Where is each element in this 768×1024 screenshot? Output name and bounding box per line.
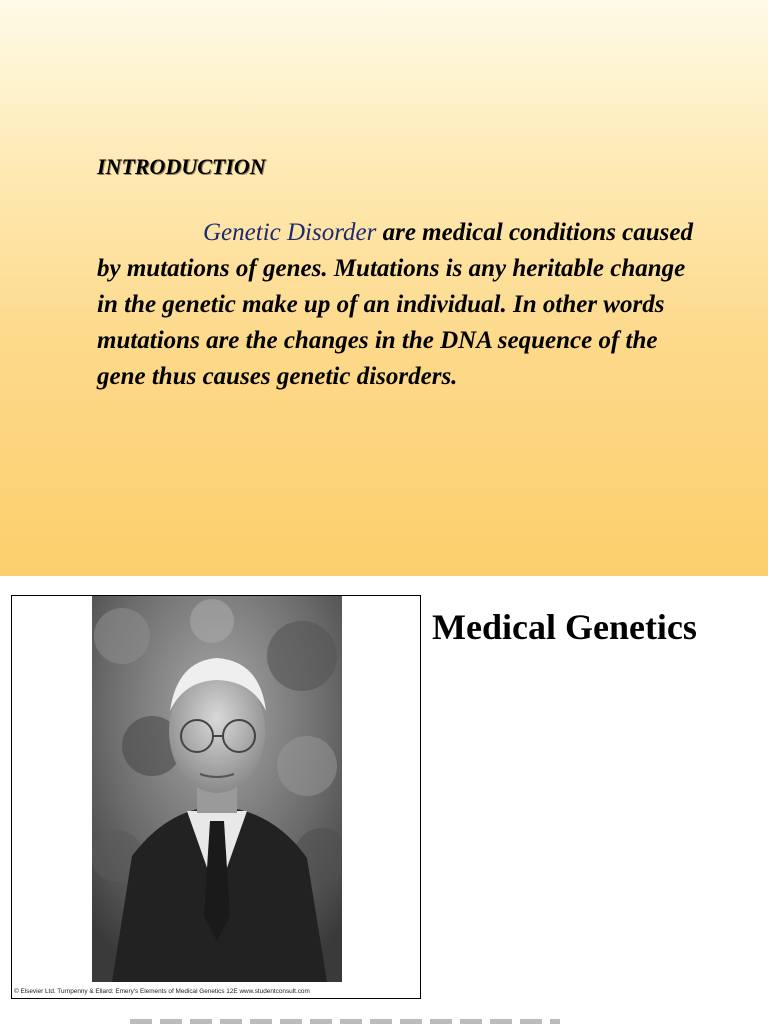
slide-heading: INTRODUCTION <box>97 154 266 179</box>
highlight-term: Genetic Disorder <box>203 219 377 246</box>
portrait-illustration <box>92 596 342 982</box>
photo-frame <box>11 595 421 999</box>
slide-medical-genetics <box>0 576 768 1024</box>
image-copyright-caption: © Elsevier Ltd. Turnpenny & Ellard: Emery's Elements of Medical Genetics 12E www.studentconsult.com <box>14 988 310 995</box>
body-rest: are medical conditions caused by mutations of genes. Mutations is any heritable change in the genetic make up of an individual. In other words mutations are the changes in the DNA sequence of the gene thus causes genetic disorders. <box>97 219 693 390</box>
partial-next-line <box>130 1019 560 1024</box>
slide-body-text <box>97 215 712 395</box>
portrait-photo <box>92 596 342 982</box>
slide-title: Medical Genetics <box>432 607 697 647</box>
